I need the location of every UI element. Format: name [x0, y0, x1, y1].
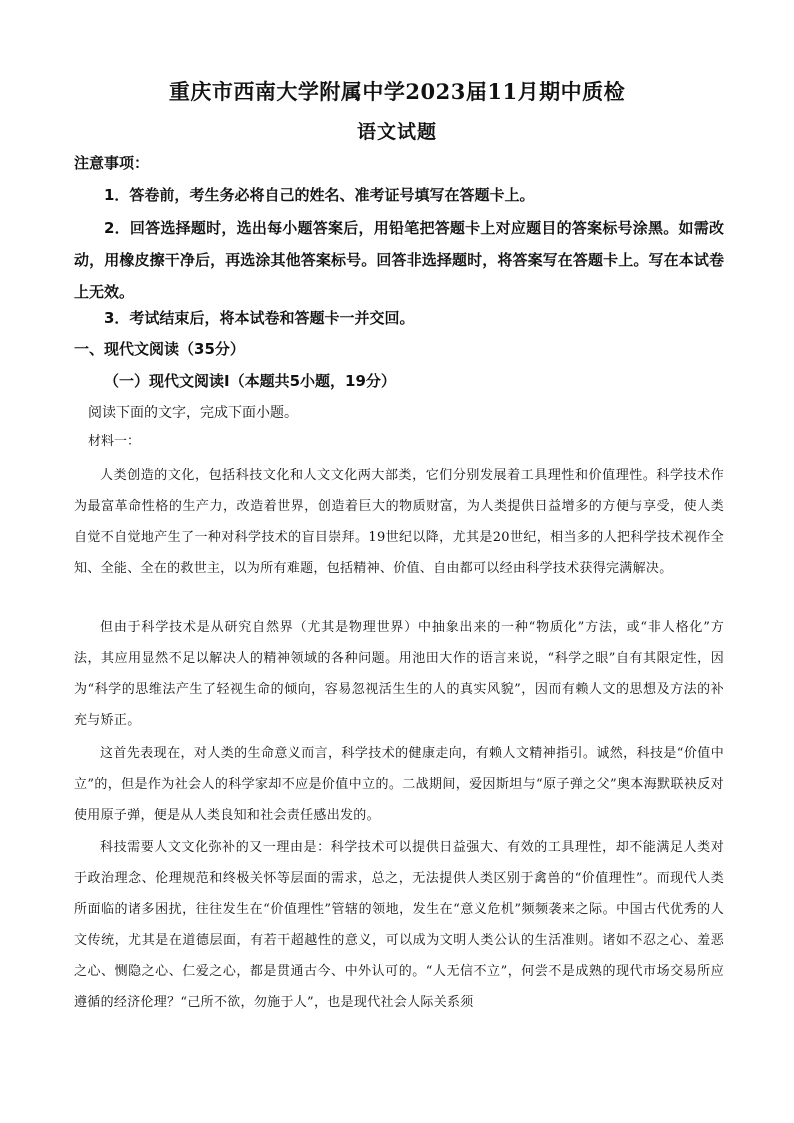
material-label: 材料一： [88, 434, 141, 449]
notice-item-3: 3．考试结束后，将本试卷和答题卡一并交回。 [104, 309, 415, 327]
exam-subtitle: 语文试题 [356, 121, 437, 143]
exam-title: 重庆市西南大学附属中学2023届11月期中质检 [168, 79, 626, 104]
notice-item-1: 1．答卷前，考生务必将自己的姓名、准考证号填写在答题卡上。 [104, 186, 535, 204]
section-heading: 一、现代文阅读（35分） [74, 340, 245, 358]
paragraph-2: 但由于科学技术是从研究自然界（尤其是物理世界）中抽象出来的一种“物质化”方法，或“非人格化”方法，其应用显然不足以解决人的精神领域的各种问题。用池田大作的语言来说，“科学之眼”自有其限定性，因为“科学的思维法产生了轻视生命的倾向，容易忽视活生生的人的真实风貌”，因而有赖人文的思想及方法的补充与矫正。 [74, 620, 724, 728]
paragraph-4: 科技需要人文文化弥补的又一理由是：科学技术可以提供日益强大、有效的工具理性，却不能满足人类对于政治理念、伦理规范和终极关怀等层面的需求，总之，无法提供人类区别于禽兽的“价值理性”。而现代人类所面临的诸多困扰，往往发生在“价值理性”管辖的领地，发生在“意义危机”频频袭来之际。中国古代优秀的人文传统，尤其是在道德层面，有若干超越性的意义，可以成为文明人类公认的生活准则。诸如不忍之心、羞恶之心、恻隐之心、仁爱之心，都是贯通古今、中外认可的。“人无信不立”，何尝不是成熟的现代市场交易所应遵循的经济伦理？“己所不欲，勿施于人”，也是现代社会人际关系须 [74, 840, 724, 1010]
notice-heading: 注意事项： [74, 154, 150, 172]
reading-instruction: 阅读下面的文字，完成下面小题。 [88, 405, 298, 421]
section-subheading: （一）现代文阅读I（本题共5小题，19分） [104, 372, 396, 390]
paragraph-1: 人类创造的文化，包括科技文化和人文文化两大部类，它们分别发展着工具理性和价值理性。科学技术作为最富革命性格的生产力，改造着世界，创造着巨大的物质财富，为人类提供日益增多的方便与享受，使人类自觉不自觉地产生了一种对科学技术的盲目崇拜。19世纪以降，尤其是20世纪，相当多的人把科学技术视作全知、全能、全在的救世主，以为所有难题，包括精神、价值、自由都可以经由科学技术获得完满解决。 [74, 468, 724, 576]
notice-item-2: 2．回答选择题时，选出每小题答案后，用铅笔把答题卡上对应题目的答案标号涂黑。如需改动，用橡皮擦干净后，再选涂其他答案标号。回答非选择题时，将答案写在答题卡上。写在本试卷上无效。 [74, 219, 724, 301]
paragraph-3: 这首先表现在，对人类的生命意义而言，科学技术的健康走向，有赖人文精神指引。诚然，科技是“价值中立”的，但是作为社会人的科学家却不应是价值中立的。二战期间，爱因斯坦与“原子弹之父”奥本海默联袂反对使用原子弹，便是从人类良知和社会责任感出发的。 [74, 746, 724, 823]
